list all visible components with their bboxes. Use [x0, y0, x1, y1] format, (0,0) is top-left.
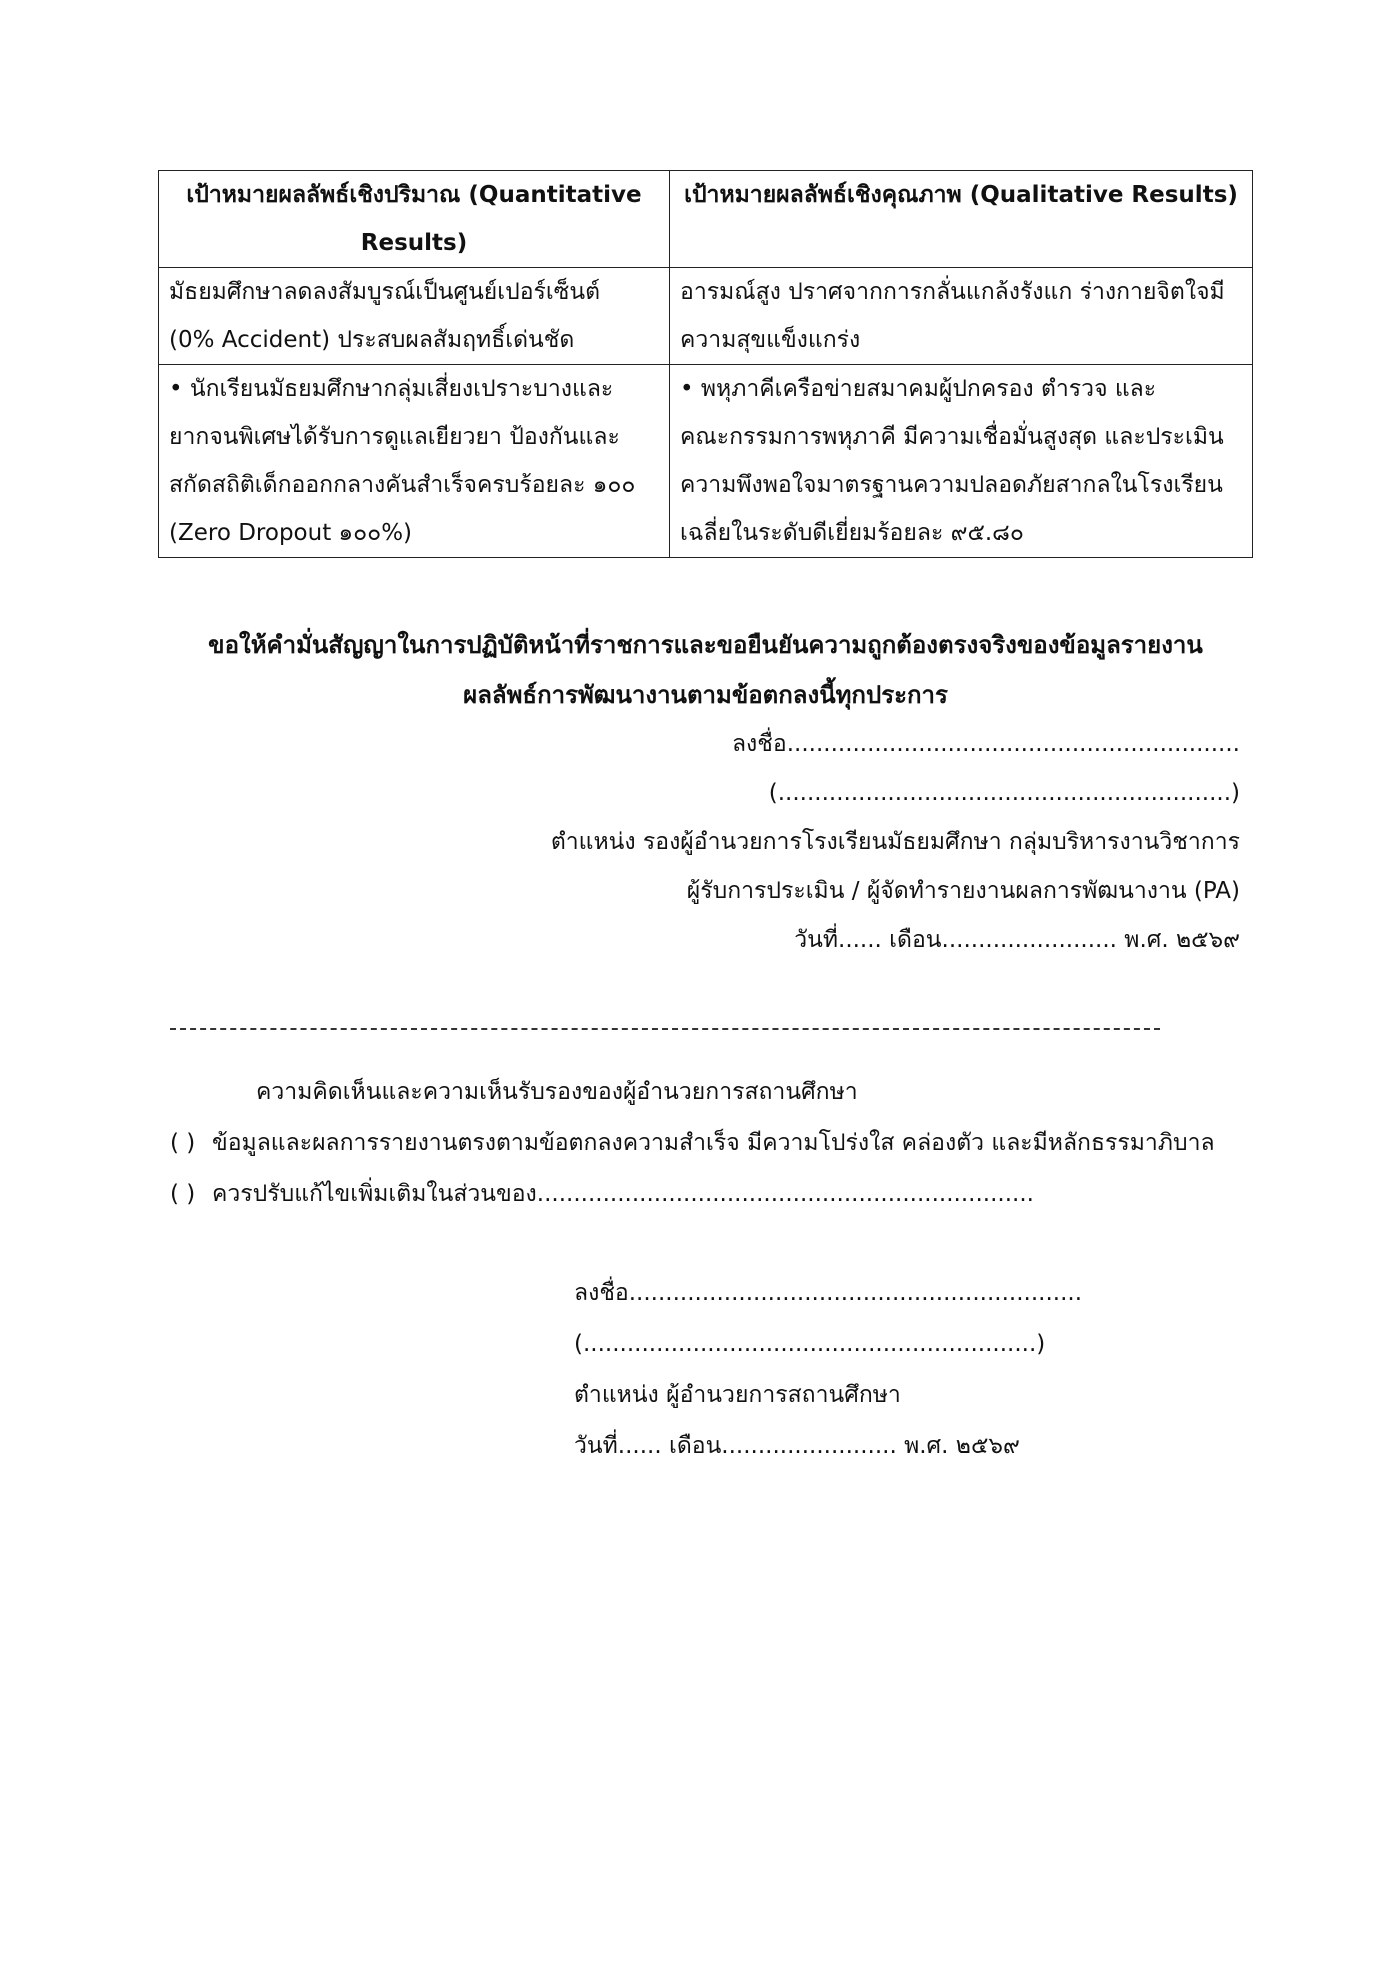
director-signature-block	[574, 1268, 1082, 1472]
cell-line: อารมณ์สูง ปราศจากการกลั่นแกล้งรังแก ร่างกายจิตใจมี	[680, 279, 1225, 305]
cell-line: สกัดสถิติเด็กออกกลางคันสำเร็จครบร้อยละ ๑๐๐	[169, 472, 636, 498]
evaluatee-signature-block	[551, 720, 1240, 965]
header-line: เป้าหมายผลลัพธ์เชิงปริมาณ (Quantitative	[186, 182, 642, 208]
signature-name-line: (..............................................................)	[574, 1331, 1046, 1357]
signature-date: วันที่...... เดือน........................ พ.ศ. ๒๕๖๙	[574, 1433, 1020, 1459]
cell-line: • นักเรียนมัธยมศึกษากลุ่มเสี่ยงเปราะบางและ	[169, 376, 614, 402]
approve-checkbox[interactable]: ( )	[170, 1130, 196, 1156]
cell-line: (0% Accident) ประสบผลสัมฤทธิ์เด่นชัด	[169, 327, 575, 353]
table-cell	[159, 268, 670, 365]
table-cell	[670, 365, 1253, 558]
revise-checkbox[interactable]: ( )	[170, 1181, 196, 1207]
pledge-statement	[158, 620, 1253, 720]
approve-option	[170, 1118, 1270, 1169]
director-comments	[170, 1067, 1270, 1220]
table-header-row	[159, 171, 1253, 268]
cell-line: ความพึงพอใจมาตรฐานความปลอดภัยสากลในโรงเรียน	[680, 472, 1223, 498]
cell-line: คณะกรรมการพหุภาคี มีความเชื่อมั่นสูงสุด และประเมิน	[680, 424, 1224, 450]
cell-line: ยากจนพิเศษได้รับการดูแลเยียวยา ป้องกันและ	[169, 424, 620, 450]
header-line: เป้าหมายผลลัพธ์เชิงคุณภาพ (Qualitative Results)	[684, 182, 1238, 208]
signature-name-line: (..............................................................)	[768, 780, 1240, 806]
table-cell	[159, 365, 670, 558]
signature-line: ลงชื่อ..............................................................	[574, 1280, 1083, 1306]
table-row	[159, 268, 1253, 365]
pledge-line: ผลลัพธ์การพัฒนางานตามข้อตกลงนี้ทุกประการ	[463, 681, 948, 709]
cell-line: มัธยมศึกษาลดลงสัมบูรณ์เป็นศูนย์เปอร์เซ็นต์	[169, 279, 601, 305]
signature-position: ตำแหน่ง ผู้อำนวยการสถานศึกษา	[574, 1382, 901, 1408]
qualitative-header	[670, 171, 1253, 268]
signature-role: ผู้รับการประเมิน / ผู้จัดทำรายงานผลการพัฒนางาน (PA)	[686, 878, 1240, 904]
signature-position: ตำแหน่ง รองผู้อำนวยการโรงเรียนมัธยมศึกษา กลุ่มบริหารงานวิชาการ	[550, 829, 1240, 855]
table-cell	[670, 268, 1253, 365]
section-divider	[170, 1028, 1160, 1030]
table-row	[159, 365, 1253, 558]
revise-option	[170, 1169, 1270, 1220]
cell-line: • พหุภาคีเครือข่ายสมาคมผู้ปกครอง ตำรวจ และ	[680, 376, 1157, 402]
cell-line: (Zero Dropout ๑๐๐%)	[169, 520, 413, 546]
cell-line: ความสุขแข็งแกร่ง	[680, 327, 861, 353]
cell-line: เฉลี่ยในระดับดีเยี่ยมร้อยละ ๙๕.๘๐	[680, 520, 1024, 546]
comments-heading: ความคิดเห็นและความเห็นรับรองของผู้อำนวยการสถานศึกษา	[256, 1079, 858, 1105]
pledge-line: ขอให้คำมั่นสัญญาในการปฏิบัติหน้าที่ราชการและขอยืนยันความถูกต้องตรงจริงของข้อมูลรายงาน	[208, 631, 1203, 659]
quantitative-header	[159, 171, 670, 268]
approve-option-label: ข้อมูลและผลการรายงานตรงตามข้อตกลงความสำเร็จ มีความโปร่งใส คล่องตัว และมีหลักธรรมาภิบาล	[212, 1130, 1215, 1156]
header-line: Results)	[360, 230, 468, 256]
revise-option-label: ควรปรับแก้ไขเพิ่มเติมในส่วนของ....................................................................	[212, 1181, 1034, 1207]
results-table	[158, 170, 1253, 558]
signature-line: ลงชื่อ..............................................................	[731, 731, 1240, 757]
signature-date: วันที่...... เดือน........................ พ.ศ. ๒๕๖๙	[794, 927, 1240, 953]
